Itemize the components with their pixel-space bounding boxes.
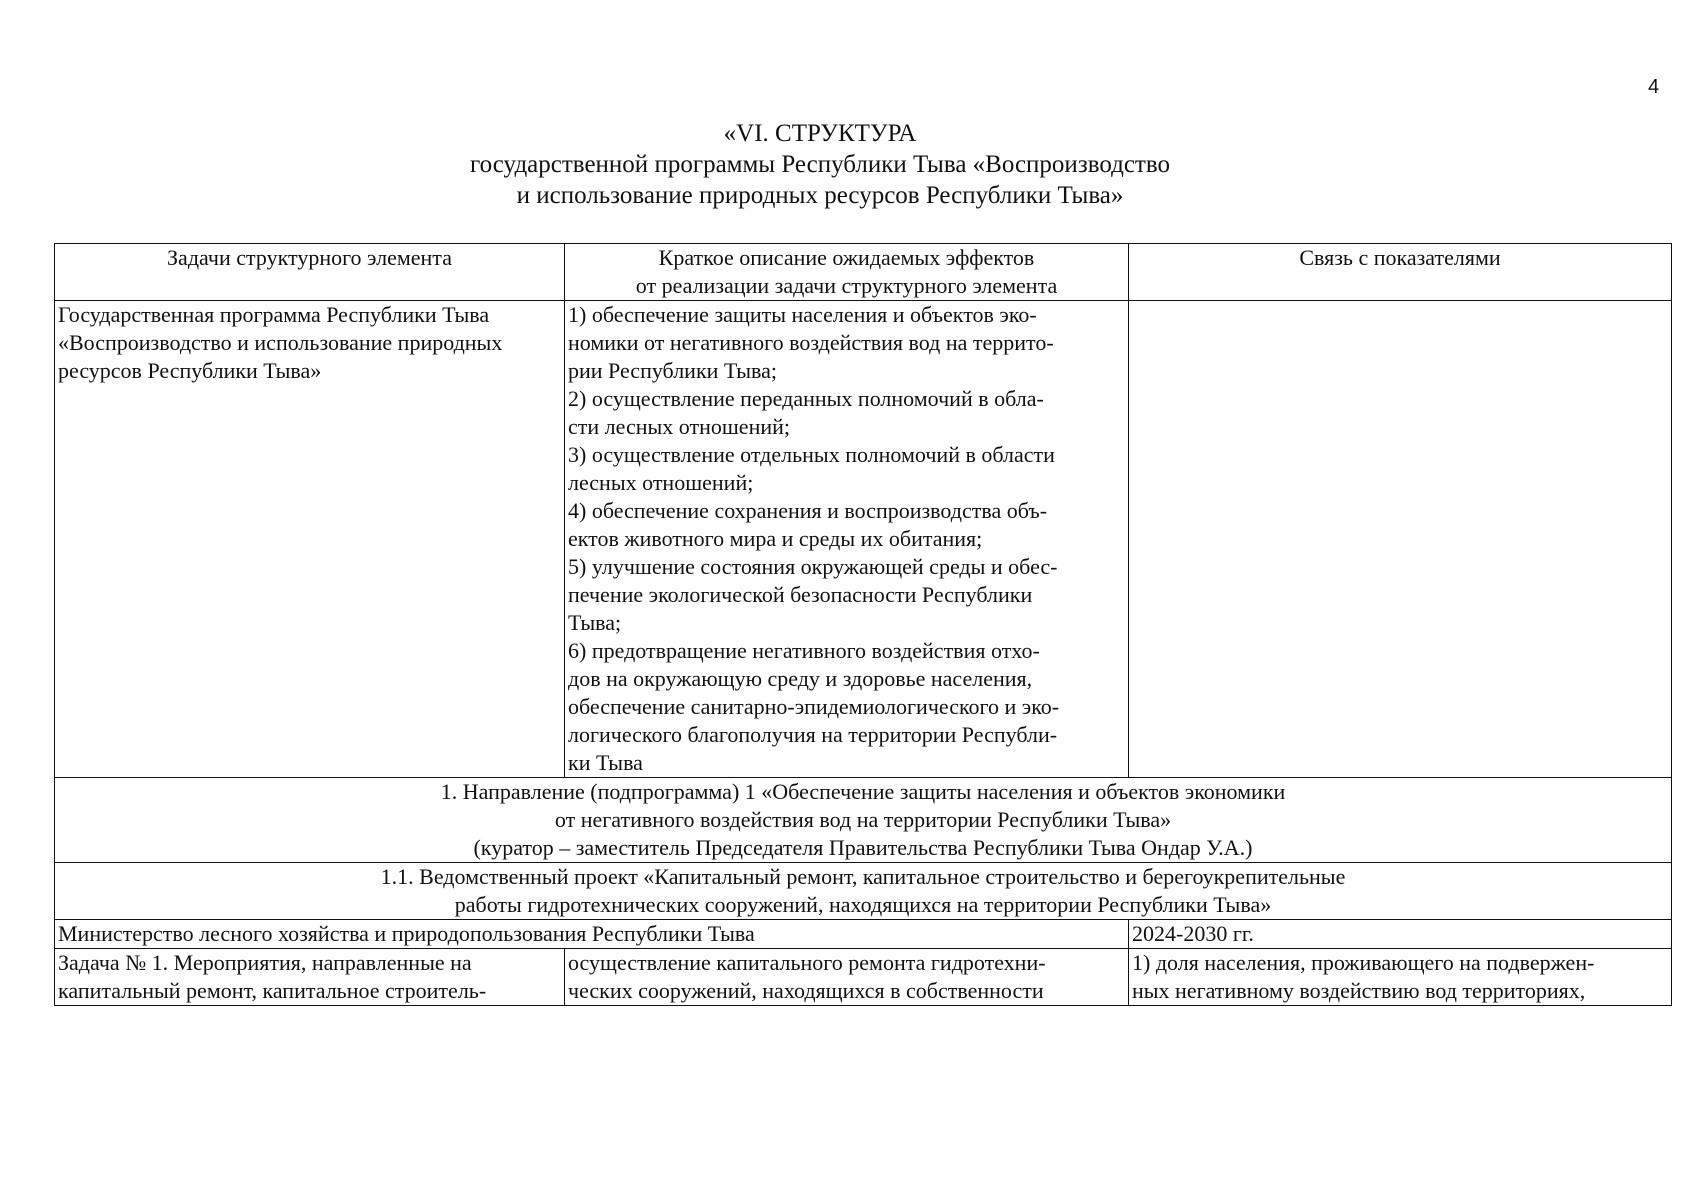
program-effects-cell: 1) обеспечение защиты населения и объектов эко- номики от негативного воздействия вод на террито- рии Республики Тыва; 2) осуществление переданных полномочий в обла- сти лесных отношений; 3) осуществление отдельных полномочий в области лесных отношений; 4) обеспечение сохранения и воспроизводства объ- ектов животного мира и среды их обитания; 5) улучшение состояния окружающей среды и обес- печение экологической безопасности Республики Тыва; 6) предотвращение негативного воздействия отхо- дов на окружающую среду и здоровье населения, обеспечение санитарно-эпидемиологического и эко- логического благополучия на территории Республи- ки Тыва: [565, 301, 1129, 778]
task1-effects-cell: осуществление капитального ремонта гидротехни- ческих сооружений, находящихся в собственности: [565, 949, 1129, 1006]
table-header-row: [55, 244, 1672, 301]
program-row: [55, 301, 1672, 778]
task1-indicators-cell: 1) доля населения, проживающего на подвержен- ных негативному воздействию вод территориях,: [1129, 949, 1672, 1006]
project-cell: 1.1. Ведомственный проект «Капитальный ремонт, капитальное строительство и берегоукрепительные работы гидротехнических сооружений, находящихся на территории Республики Тыва»: [55, 863, 1672, 920]
project-row: [55, 863, 1672, 920]
program-task-cell: Государственная программа Республики Тыва «Воспроизводство и использование природных ресурсов Республики Тыва»: [55, 301, 565, 778]
title-line-3: и использование природных ресурсов Республики Тыва»: [516, 182, 1124, 209]
responsible-cell: Министерство лесного хозяйства и природопользования Республики Тыва: [55, 920, 1129, 949]
page-number: 4: [1648, 76, 1660, 98]
title-line-1: «VI. СТРУКТУРА: [723, 120, 917, 147]
period-cell: 2024-2030 гг.: [1129, 920, 1672, 949]
program-indicators-cell: [1129, 301, 1672, 778]
header-effects: Краткое описание ожидаемых эффектов от реализации задачи структурного элемента: [565, 244, 1129, 301]
task1-row: [55, 949, 1672, 1006]
header-indicators: Связь с показателями: [1129, 244, 1672, 301]
structure-table: [54, 243, 1672, 1006]
ministry-row: [55, 920, 1672, 949]
header-tasks: Задачи структурного элемента: [55, 244, 565, 301]
document-title: [0, 118, 1640, 211]
title-line-2: государственной программы Республики Тыва «Воспроизводство: [470, 151, 1170, 178]
direction-row: [55, 778, 1672, 863]
task1-task-cell: Задача № 1. Мероприятия, направленные на капитальный ремонт, капитальное строитель-: [55, 949, 565, 1006]
direction-cell: 1. Направление (подпрограмма) 1 «Обеспечение защиты населения и объектов экономики от негативного воздействия вод на территории Республики Тыва» (куратор – заместитель Председателя Правительства Республики Тыва Ондар У.А.): [55, 778, 1672, 863]
